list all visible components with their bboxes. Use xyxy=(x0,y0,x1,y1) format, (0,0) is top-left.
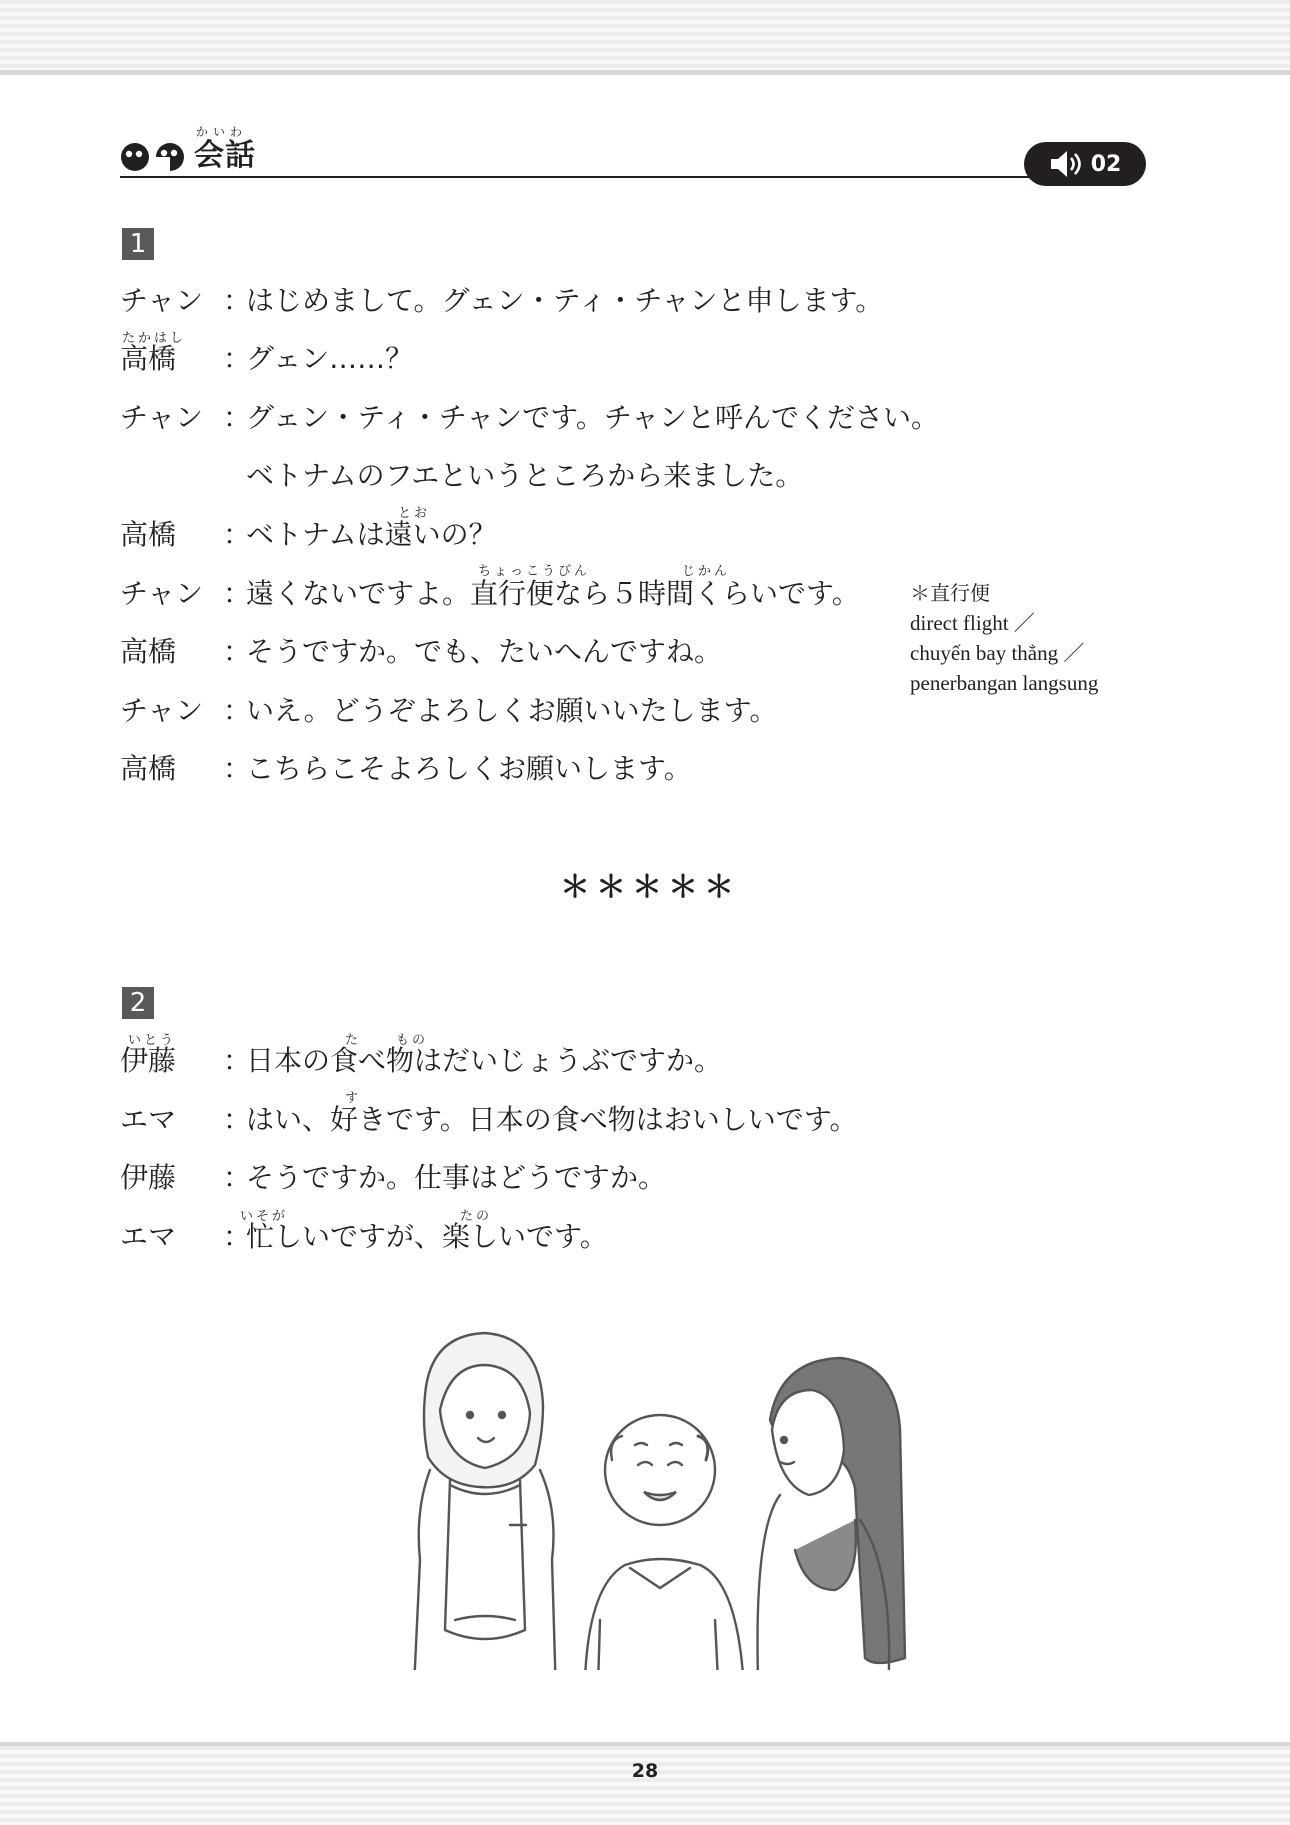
speaker-name: 高橋 xyxy=(120,518,177,551)
dialogue-text: グェン……？ xyxy=(246,342,414,375)
header-rule xyxy=(120,176,1120,178)
bottom-decorative-band xyxy=(0,1742,1290,1825)
speaker-name: 高橋 xyxy=(120,635,177,668)
dialogue-text: はじめまして。グェン・ティ・チャンと申します。 xyxy=(246,284,884,317)
page-title: 会話 xyxy=(194,138,256,173)
speaker-name: 高橋 xyxy=(120,752,177,785)
top-decorative-band xyxy=(0,0,1290,75)
speaker-name: チャン xyxy=(120,577,204,610)
dialogue-text: はい、好きです。日本の食べ物はおいしいです。 xyxy=(246,1103,858,1136)
dialogue-text: いえ。どうぞよろしくお願いいたします。 xyxy=(246,694,778,727)
dialogue-text: そうですか。でも、たいへんですね。 xyxy=(246,635,723,668)
page-number: 28 xyxy=(631,1760,659,1782)
section-header xyxy=(120,120,1150,182)
vocabulary-note xyxy=(910,578,1098,698)
speaker-name: 高橋 xyxy=(120,342,177,375)
word-furigana: いそが xyxy=(240,1209,289,1224)
audio-track-number: 02 xyxy=(1090,151,1122,177)
word-furigana: とお xyxy=(398,506,431,521)
dialogue-text: そうですか。仕事はどうですか。 xyxy=(246,1161,667,1194)
word-furigana: ちょっこうびん xyxy=(478,564,591,579)
speaker-icon xyxy=(1049,149,1083,179)
speaker-name: エマ xyxy=(120,1103,177,1136)
dialogue-text: 遠くないですよ。直行便なら５時間くらいです。 xyxy=(246,577,860,610)
word-furigana: じかん xyxy=(682,564,731,579)
speaker-name: 伊藤 xyxy=(120,1044,177,1077)
dialogue-text: ベトナムは遠いの？ xyxy=(246,518,497,551)
word-furigana: たの xyxy=(460,1209,493,1224)
dialogue-text: こちらこそよろしくお願いします。 xyxy=(246,752,692,785)
speaker-name: チャン xyxy=(120,284,204,317)
note-translation: penerbangan langsung xyxy=(910,671,1099,695)
word-furigana: た xyxy=(345,1033,362,1048)
section-separator: ＊＊＊＊＊ xyxy=(560,870,740,905)
note-term: ＊直行便 xyxy=(910,581,990,605)
conversation-icon xyxy=(120,142,184,172)
dialogue-text: ベトナムのフエというところから来ました。 xyxy=(246,459,804,492)
section-number-2: 2 xyxy=(122,987,154,1019)
title-furigana: かいわ xyxy=(196,125,248,139)
section-number-1: 1 xyxy=(122,228,154,260)
speaker-name: エマ xyxy=(120,1220,177,1253)
speaker-name: チャン xyxy=(120,694,204,727)
note-translation: direct flight ／ xyxy=(910,611,1035,635)
audio-track-button[interactable] xyxy=(1024,142,1146,186)
speaker-name: 伊藤 xyxy=(120,1161,177,1194)
speaker-furigana: いとう xyxy=(128,1033,177,1048)
word-furigana: もの xyxy=(396,1033,429,1048)
illustration-three-people xyxy=(400,1320,940,1670)
speaker-name: チャン xyxy=(120,401,204,434)
dialogue-text: 忙しいですが、楽しいです。 xyxy=(246,1220,608,1253)
dialogue-text: グェン・ティ・チャンです。チャンと呼んでください。 xyxy=(246,401,940,434)
note-translation: chuyến bay thẳng ／ xyxy=(910,641,1085,665)
speaker-furigana: たかはし xyxy=(122,331,187,346)
dialogue-text: 日本の食べ物はだいじょうぶですか。 xyxy=(246,1044,723,1077)
word-furigana: す xyxy=(345,1091,362,1106)
